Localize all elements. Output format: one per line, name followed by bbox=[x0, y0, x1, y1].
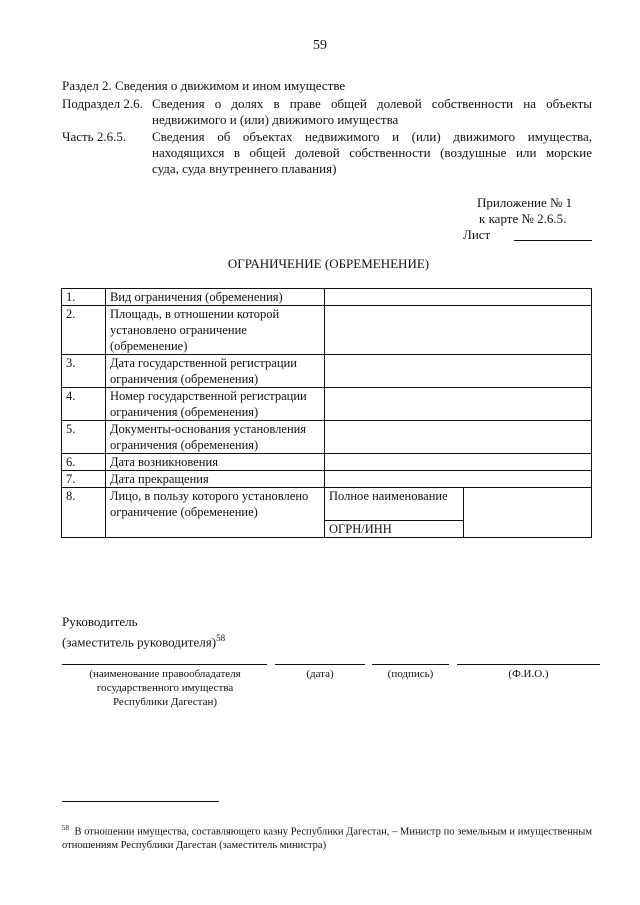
row-label: Дата возникновения bbox=[106, 454, 325, 471]
table-row bbox=[62, 488, 592, 538]
row-number: 1. bbox=[62, 289, 106, 306]
table-row bbox=[62, 289, 592, 306]
deputy-label-text: (заместитель руководителя) bbox=[62, 634, 217, 650]
row-number: 6. bbox=[62, 454, 106, 471]
sheet-number-line bbox=[514, 240, 592, 241]
appendix-line-2: к карте № 2.6.5. bbox=[479, 211, 567, 226]
ogrn-inn-label: ОГРН/ИНН bbox=[325, 521, 464, 538]
table-row bbox=[62, 355, 592, 388]
subsection-line-2: недвижимого и (или) движимого имущества bbox=[152, 112, 399, 127]
table-row bbox=[62, 388, 592, 421]
part-line-2: находящихся в общей долевой собственности (воздушные или морские bbox=[152, 145, 592, 160]
page-number: 59 bbox=[313, 38, 327, 53]
row-number: 2. bbox=[62, 306, 106, 355]
value-cell[interactable] bbox=[325, 388, 592, 421]
footnote-separator bbox=[62, 801, 219, 802]
table-row bbox=[62, 471, 592, 488]
name-line bbox=[62, 664, 267, 665]
appendix-line-1: Приложение № 1 bbox=[477, 195, 573, 210]
row-number: 7. bbox=[62, 471, 106, 488]
subsection-label: Подраздел 2.6. bbox=[62, 96, 143, 111]
row-label: Номер государственной регистрации ограничения (обременения) bbox=[106, 388, 325, 421]
footnote-number: 58 bbox=[62, 824, 69, 832]
head-label: Руководитель bbox=[62, 614, 138, 629]
beneficiary-subtable bbox=[325, 488, 591, 537]
signature-caption: (подпись) bbox=[387, 668, 434, 680]
full-name-label: Полное наименование bbox=[325, 488, 464, 521]
row-label: Вид ограничения (обременения) bbox=[106, 289, 325, 306]
table-row bbox=[62, 454, 592, 471]
row-label: Документы-основания установления ограничения (обременения) bbox=[106, 421, 325, 454]
value-cell[interactable] bbox=[325, 454, 592, 471]
beneficiary-cell bbox=[325, 488, 592, 538]
table-row bbox=[62, 421, 592, 454]
row-number: 4. bbox=[62, 388, 106, 421]
value-cell[interactable] bbox=[325, 306, 592, 355]
ogrn-inn-value[interactable] bbox=[464, 521, 592, 538]
value-cell[interactable] bbox=[325, 355, 592, 388]
footnote-text: В отношении имущества, составляющего казну Республики Дагестан, – Министр по земельным и имущественным отношениям Республики Дагестан (заместитель министра) bbox=[62, 826, 593, 851]
row-number: 5. bbox=[62, 421, 106, 454]
row-number: 3. bbox=[62, 355, 106, 388]
row-label: Дата государственной регистрации ограничения (обременения) bbox=[106, 355, 325, 388]
footnote-ref: 58 bbox=[216, 633, 226, 643]
value-cell[interactable] bbox=[325, 471, 592, 488]
part-line-1: Сведения об объектах недвижимого и (или) движимого имущества, bbox=[152, 129, 592, 144]
value-cell[interactable] bbox=[325, 421, 592, 454]
restriction-table bbox=[61, 288, 592, 538]
name-caption: (наименование правообладателя государственного имущества Республики Дагестан) bbox=[89, 668, 241, 708]
table-row bbox=[62, 306, 592, 355]
signature-line bbox=[372, 664, 449, 665]
row-label: Дата прекращения bbox=[106, 471, 325, 488]
deputy-label bbox=[62, 630, 225, 650]
value-cell[interactable] bbox=[325, 289, 592, 306]
fio-caption: (Ф.И.О.) bbox=[508, 668, 549, 680]
form-title: ОГРАНИЧЕНИЕ (ОБРЕМЕНЕНИЕ) bbox=[227, 256, 430, 271]
subsection-line-1: Сведения о долях в праве общей долевой собственности на объекты bbox=[152, 96, 592, 111]
row-label: Площадь, в отношении которой установлено ограничение (обременение) bbox=[106, 306, 325, 355]
sheet-label: Лист bbox=[463, 227, 491, 242]
full-name-value[interactable] bbox=[464, 488, 592, 521]
date-caption: (дата) bbox=[306, 668, 334, 680]
fio-line bbox=[457, 664, 600, 665]
part-label: Часть 2.6.5. bbox=[62, 129, 127, 144]
row-number: 8. bbox=[62, 488, 106, 538]
date-line bbox=[275, 664, 365, 665]
row-label: Лицо, в пользу которого установлено ограничение (обременение) bbox=[106, 488, 325, 538]
section-heading: Раздел 2. Сведения о движимом и ином имуществе bbox=[62, 78, 346, 93]
footnote bbox=[62, 822, 592, 852]
part-line-3: суда, суда внутреннего плавания) bbox=[152, 161, 337, 176]
